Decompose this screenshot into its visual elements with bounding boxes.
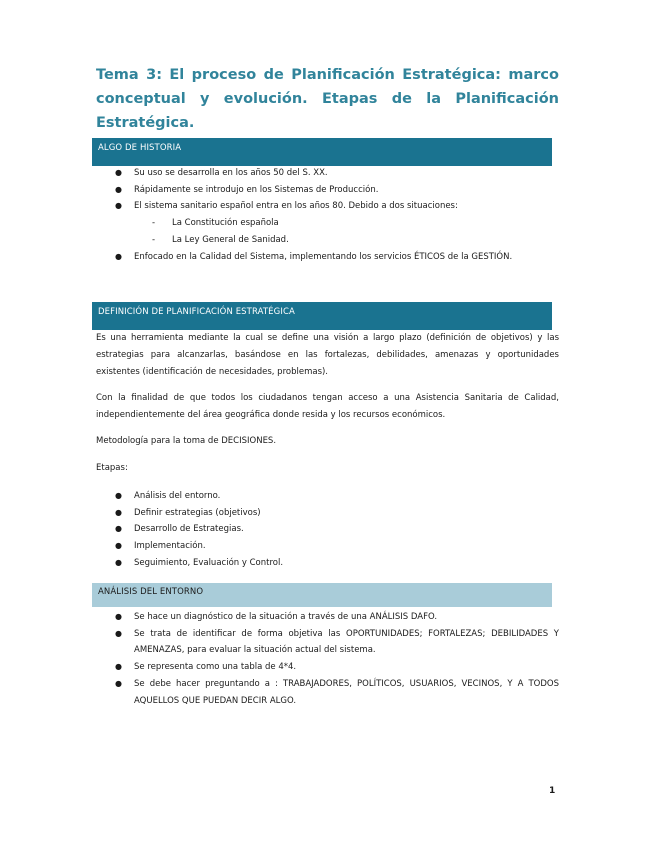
sub-list-item: - La Constitución española	[134, 215, 559, 232]
purpose-paragraph: Con la finalidad de que todos los ciudadanos tengan acceso a una Asistencia Sanitaria de Calidad, independientemente del área geográfica donde resida y los recursos económicos.	[96, 393, 559, 420]
list-item: ● Desarrollo de Estrategias.	[96, 521, 559, 538]
list-item: ● Su uso se desarrolla en los años 50 del S. XX.	[96, 165, 559, 182]
section-heading-definicion: DEFINICIÓN DE PLANIFICACIÓN ESTRATÉGICA	[92, 302, 552, 330]
methodology-paragraph: Metodología para la toma de DECISIONES.	[96, 436, 277, 446]
sub-list-item: - La Ley General de Sanidad.	[134, 232, 559, 249]
etapas-list	[96, 488, 559, 572]
list-item: ● Seguimiento, Evaluación y Control.	[96, 555, 559, 572]
section-heading-analisis: ANÁLISIS DEL ENTORNO	[92, 583, 552, 607]
document-title: Tema 3: El proceso de Planificación Estratégica: marco conceptual y evolución. Etapas de la Planificación Estratégica.	[96, 67, 559, 131]
definition-paragraph: Es una herramienta mediante la cual se define una visión a largo plazo (definición de objetivos) y las estrategias para alcanzarlas, basándose en las fortalezas, debilidades, amenazas y oportunidades existentes (identificación de necesidades, problemas).	[96, 333, 559, 377]
list-item-text: El sistema sanitario español entra en los años 80. Debido a dos situaciones:	[134, 201, 458, 212]
list-item: ● Enfocado en la Calidad del Sistema, implementando los servicios ÉTICOS de la GESTIÓN.	[96, 249, 559, 266]
list-item: ● Definir estrategias (objetivos)	[96, 505, 559, 522]
list-item: ● Se trata de identificar de forma objetiva las OPORTUNIDADES; FORTALEZAS; DEBILIDADES Y AMENAZAS, para evaluar la situación actual del sistema.	[96, 626, 559, 659]
list-item	[96, 198, 559, 248]
section-heading-historia: ALGO DE HISTORIA	[92, 138, 552, 166]
list-item: ● Implementación.	[96, 538, 559, 555]
list-item: ● Se debe hacer preguntando a : TRABAJADORES, POLÍTICOS, USUARIOS, VECINOS, Y A TODOS AQUELLOS QUE PUEDAN DECIR ALGO.	[96, 676, 559, 709]
historia-sublist	[134, 215, 559, 248]
analisis-list	[96, 609, 559, 709]
historia-list	[96, 165, 559, 265]
list-item: ● Análisis del entorno.	[96, 488, 559, 505]
list-item: ● Se representa como una tabla de 4*4.	[96, 659, 559, 676]
list-item: ● Se hace un diagnóstico de la situación a través de una ANÁLISIS DAFO.	[96, 609, 559, 626]
etapas-label: Etapas:	[96, 463, 128, 473]
list-item: ● Rápidamente se introdujo en los Sistemas de Producción.	[96, 182, 559, 199]
page-number: 1	[549, 786, 556, 796]
